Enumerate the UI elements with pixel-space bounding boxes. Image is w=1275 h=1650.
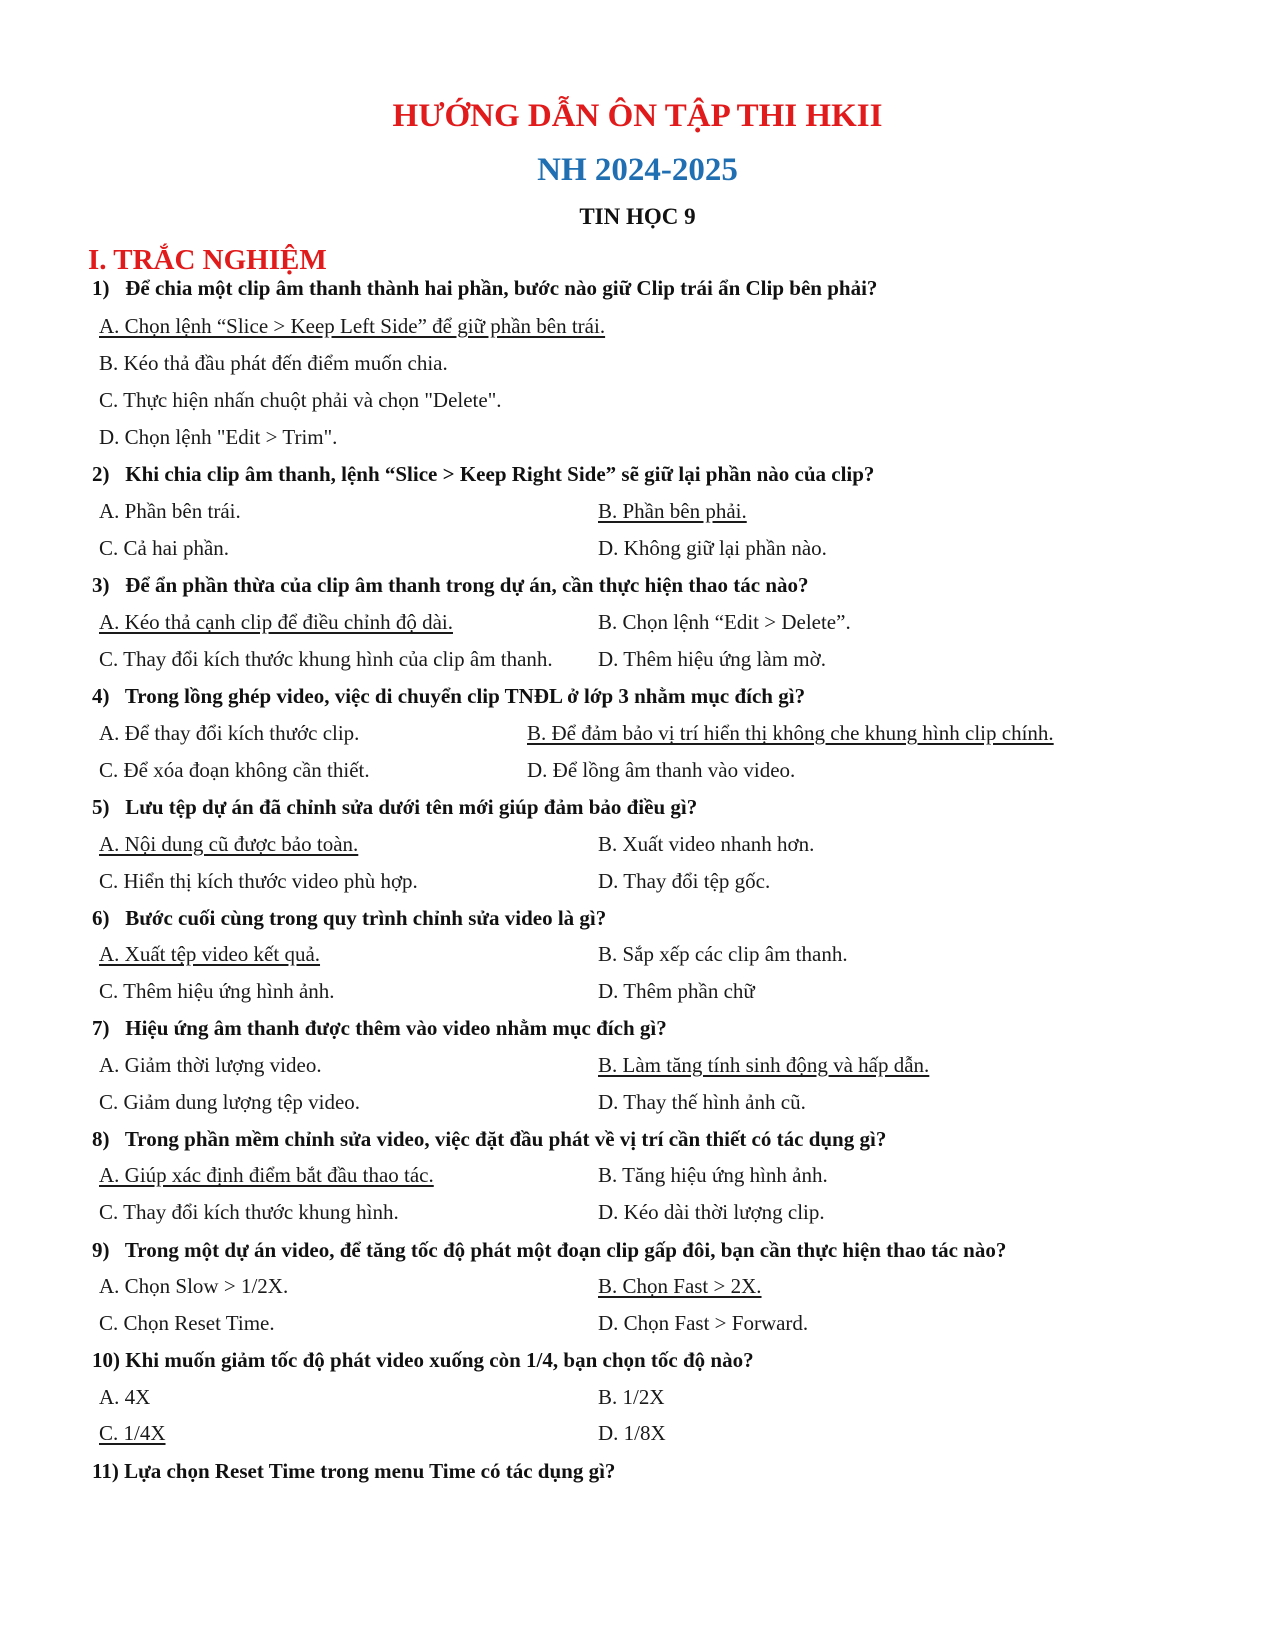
question-1-option-d: D. Chọn lệnh "Edit > Trim". (99, 425, 338, 449)
question-9-option-d: D. Chọn Fast > Forward. (598, 1311, 809, 1335)
question-10-option-c: C. 1/4X (99, 1421, 166, 1445)
question-2-option-b: B. Phần bên phải. (598, 499, 747, 523)
question-11: 11) Lựa chọn Reset Time trong menu Time có tác dụng gì? (92, 1459, 616, 1483)
question-4-option-a: A. Để thay đổi kích thước clip. (99, 721, 360, 745)
question-1: 1) Để chia một clip âm thanh thành hai phần, bước nào giữ Clip trái ẩn Clip bên phải? (92, 276, 878, 300)
question-5-option-a: A. Nội dung cũ được bảo toàn. (99, 832, 359, 856)
question-7: 7) Hiệu ứng âm thanh được thêm vào video nhằm mục đích gì? (92, 1016, 667, 1040)
question-1-option-c: C. Thực hiện nhấn chuột phải và chọn "Delete". (99, 388, 502, 412)
question-5: 5) Lưu tệp dự án đã chỉnh sửa dưới tên mới giúp đảm bảo điều gì? (92, 795, 698, 819)
question-4: 4) Trong lồng ghép video, việc di chuyển clip TNĐL ở lớp 3 nhằm mục đích gì? (92, 684, 806, 708)
question-2-option-d: D. Không giữ lại phần nào. (598, 536, 827, 560)
question-8-option-c: C. Thay đổi kích thước khung hình. (99, 1200, 399, 1224)
question-6: 6) Bước cuối cùng trong quy trình chỉnh sửa video là gì? (92, 906, 607, 930)
question-6-option-b: B. Sắp xếp các clip âm thanh. (598, 942, 848, 966)
question-7-option-b: B. Làm tăng tính sinh động và hấp dẫn. (598, 1053, 930, 1077)
question-3-option-b: B. Chọn lệnh “Edit > Delete”. (598, 610, 851, 634)
question-10-option-b: B. 1/2X (598, 1385, 665, 1409)
question-3-option-a: A. Kéo thả cạnh clip để điều chỉnh độ dài. (99, 610, 453, 634)
question-2-option-c: C. Cả hai phần. (99, 536, 230, 560)
question-8-option-a: A. Giúp xác định điểm bắt đầu thao tác. (99, 1163, 434, 1187)
section-heading: I. TRẮC NGHIỆM (88, 244, 327, 276)
question-9-option-c: C. Chọn Reset Time. (99, 1311, 275, 1335)
question-5-option-c: C. Hiển thị kích thước video phù hợp. (99, 869, 418, 893)
question-3-option-d: D. Thêm hiệu ứng làm mờ. (598, 647, 826, 671)
question-10-option-a: A. 4X (99, 1385, 151, 1409)
question-7-option-a: A. Giảm thời lượng video. (99, 1053, 322, 1077)
subject-title: TIN HỌC 9 (579, 204, 696, 229)
question-4-option-b: B. Để đảm bảo vị trí hiển thị không che khung hình clip chính. (527, 721, 1054, 745)
question-4-option-c: C. Để xóa đoạn không cần thiết. (99, 758, 370, 782)
question-2-option-a: A. Phần bên trái. (99, 499, 241, 523)
question-3: 3) Để ẩn phần thừa của clip âm thanh trong dự án, cần thực hiện thao tác nào? (92, 573, 809, 597)
question-8: 8) Trong phần mềm chỉnh sửa video, việc đặt đầu phát về vị trí cần thiết có tác dụng gì? (92, 1127, 887, 1151)
question-2: 2) Khi chia clip âm thanh, lệnh “Slice > Keep Right Side” sẽ giữ lại phần nào của clip? (92, 462, 875, 486)
question-6-option-c: C. Thêm hiệu ứng hình ảnh. (99, 979, 335, 1003)
question-7-option-c: C. Giảm dung lượng tệp video. (99, 1090, 361, 1114)
question-10-option-d: D. 1/8X (598, 1421, 666, 1445)
document-title: HƯỚNG DẪN ÔN TẬP THI HKII (392, 98, 883, 134)
question-10: 10) Khi muốn giảm tốc độ phát video xuống còn 1/4, bạn chọn tốc độ nào? (92, 1348, 754, 1372)
question-9-option-b: B. Chọn Fast > 2X. (598, 1274, 762, 1298)
question-7-option-d: D. Thay thế hình ảnh cũ. (598, 1090, 806, 1114)
question-9-option-a: A. Chọn Slow > 1/2X. (99, 1274, 289, 1298)
question-1-option-a: A. Chọn lệnh “Slice > Keep Left Side” để giữ phần bên trái. (99, 314, 606, 338)
question-8-option-d: D. Kéo dài thời lượng clip. (598, 1200, 825, 1224)
question-5-option-d: D. Thay đổi tệp gốc. (598, 869, 771, 893)
question-6-option-d: D. Thêm phần chữ (598, 979, 755, 1003)
question-4-option-d: D. Để lồng âm thanh vào video. (527, 758, 796, 782)
question-1-option-b: B. Kéo thả đầu phát đến điểm muốn chia. (99, 351, 448, 375)
question-6-option-a: A. Xuất tệp video kết quả. (99, 942, 321, 966)
question-9: 9) Trong một dự án video, để tăng tốc độ phát một đoạn clip gấp đôi, bạn cần thực hiện thao tác nào? (92, 1238, 1007, 1262)
question-8-option-b: B. Tăng hiệu ứng hình ảnh. (598, 1163, 828, 1187)
school-year: NH 2024-2025 (537, 152, 738, 188)
question-3-option-c: C. Thay đổi kích thước khung hình của clip âm thanh. (99, 647, 553, 671)
question-5-option-b: B. Xuất video nhanh hơn. (598, 832, 815, 856)
